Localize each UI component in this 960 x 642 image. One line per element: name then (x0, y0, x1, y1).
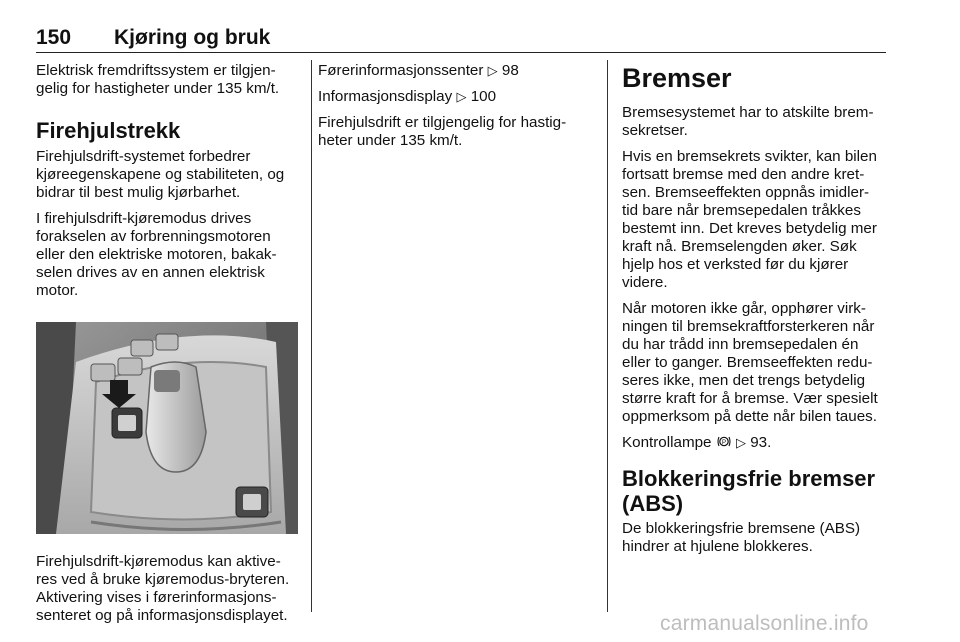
column-1 (36, 62, 300, 633)
paragraph: De blokkeringsfrie bremsene (ABS) hindrer at hjulene blokkeres. (622, 520, 861, 555)
column-2 (318, 62, 596, 158)
page-reference-arrow-icon: ▷ (487, 63, 498, 78)
page-number: 150 (36, 26, 72, 49)
section-heading-abs: Blokkeringsfrie bremser (ABS) (622, 466, 876, 516)
page-header (36, 22, 886, 53)
section-heading-four-wheel-drive: Firehjulstrekk (36, 118, 181, 143)
paragraph: Firehjulsdrift er tilgjengelig for hastig- heter under 135 km/t. (318, 114, 567, 149)
watermark: carmanualsonline.info (660, 612, 869, 635)
reference-driver-info-center: Førerinformasjonssenter ▷ 98 (318, 62, 519, 79)
page-reference-arrow-icon: ▷ (735, 435, 746, 450)
section-heading-brakes: Bremser (622, 63, 732, 93)
paragraph: Når motoren ikke går, opphører virk- ningen til bremsekraftforsterkeren når du har trådd inn bremsepedalen én eller to ganger. Bremseeffekten redu- seres ikke, men det trengs betydelig større kraft for å bremse. Vær spesielt oppmerksom på dette når bilen taues. (622, 300, 878, 425)
paragraph: Firehjulsdrift-systemet forbedrer kjøreegenskapene og stabiliteten, og bidrar til best mulig kjørbarhet. (36, 148, 285, 201)
paragraph: Bremsesystemet har to atskilte brem- sekretser. (622, 104, 874, 139)
column-3 (622, 62, 888, 564)
page-reference-arrow-icon: ▷ (456, 89, 467, 104)
paragraph: Hvis en bremsekrets svikter, kan bilen fortsatt bremse med den andre kret- sen. Bremseeffekten oppnås imidler- tid bare når bremsepedalen tråkkes bestemt inn. Det kreves betydelig mer kraft nå. Bremselengden øker. Søk hjelp hos et verksted før du kjører videre. (622, 148, 877, 291)
reference-info-display: Informasjonsdisplay ▷ 100 (318, 88, 497, 105)
intro-paragraph: Elektrisk fremdriftssystem er tilgjen- gelig for hastigheter under 135 km/t. (36, 62, 280, 97)
paragraph: I firehjulsdrift-kjøremodus drives forakselen av forbrenningsmotoren eller den elektriske motoren, bakak- selen drives av en annen elektrisk motor. (36, 210, 277, 299)
column-divider (607, 60, 608, 612)
brake-warning-lamp-icon (716, 435, 732, 448)
drive-mode-switch-illustration (36, 322, 298, 534)
svg-text:P: P (721, 440, 726, 446)
figure-caption: Firehjulsdrift-kjøremodus kan aktive- res ved å bruke kjøremodus-bryteren. Aktivering vises i førerinformasjons- senteret og på informasjonsdisplayet. (36, 553, 290, 624)
reference-warning-lamp: Kontrollampe P ▷ 93. (622, 434, 772, 451)
chapter-title: Kjøring og bruk (114, 26, 271, 49)
column-divider (311, 60, 312, 612)
